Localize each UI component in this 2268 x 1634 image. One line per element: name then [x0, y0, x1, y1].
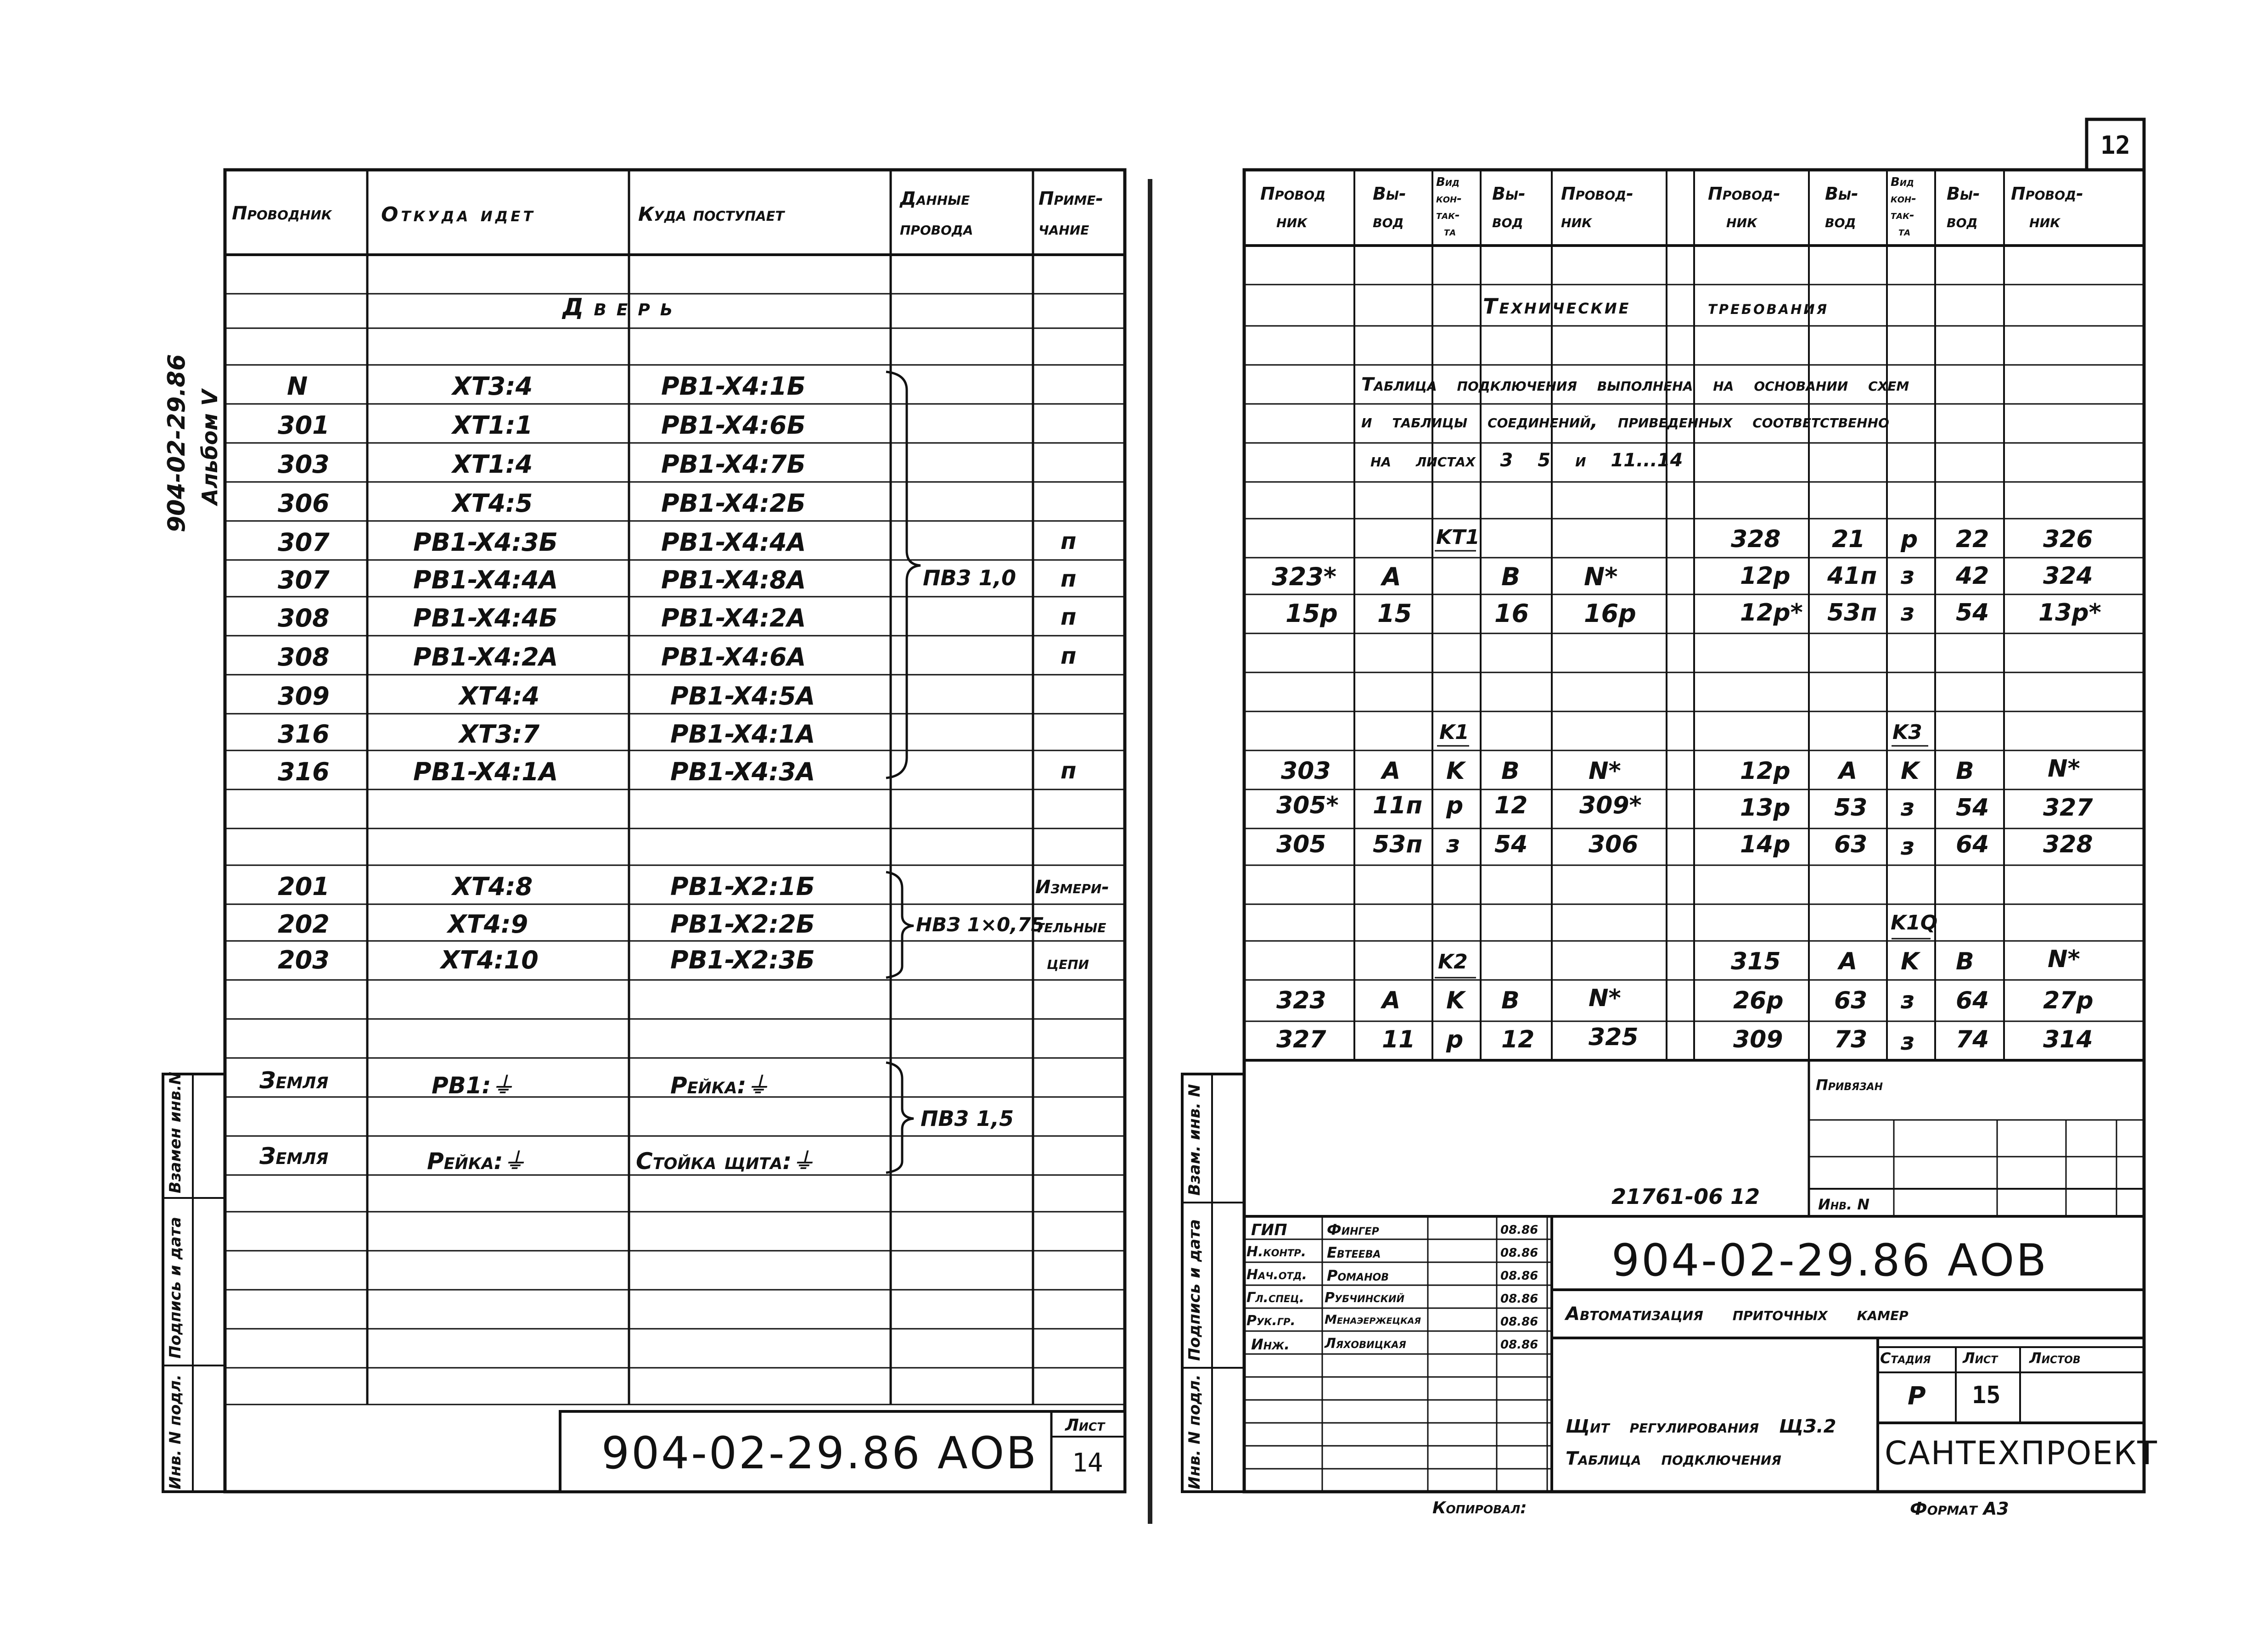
table-cell: 54 [1494, 831, 1528, 858]
table-row-cell: 308 [278, 643, 330, 672]
table-cell: 53 [1834, 794, 1868, 822]
block-label-k1q: K1Q [1891, 911, 1938, 935]
table-row-cell: 308 [278, 604, 330, 632]
left-sheet-label: Лист [1065, 1416, 1105, 1435]
header-from: Откуда идет [381, 203, 536, 226]
table-cell: р [1446, 792, 1464, 819]
table-row-cell: XT4:10 [441, 946, 539, 974]
table-row-cell: PB1-X4:6Б [661, 411, 806, 440]
table-row-cell: N [287, 372, 308, 401]
table-cell: 315 [1731, 948, 1781, 975]
table-cell: 15р [1286, 599, 1338, 628]
group2-note-3: цепи [1047, 952, 1089, 974]
left-footer-code: 904-02-29.86 АОВ [601, 1427, 1039, 1479]
table-cell: з [1901, 833, 1915, 861]
staff-role: Гл.спец. [1246, 1290, 1305, 1306]
header-conductor: Проводник [232, 203, 332, 224]
group2-note-1: Измери- [1035, 877, 1109, 898]
staff-name: Ляховицкая [1325, 1336, 1406, 1352]
header-contact-2b: кон- [1891, 192, 1916, 206]
tech-title: Технические [1483, 294, 1631, 319]
header-note-1: Приме- [1039, 188, 1104, 209]
table-cell: р [1446, 1026, 1464, 1053]
side-album: Альбом V [197, 389, 222, 505]
table-row-cell: XT4:8 [452, 872, 533, 901]
table-cell: 22 [1956, 526, 1989, 553]
table-row-cell: PB1-X2:3Б [670, 946, 815, 974]
header-note-2: чание [1039, 218, 1089, 239]
table-row-cell: PB1-X4:3Б [413, 528, 558, 557]
table-cell: 12р [1740, 757, 1791, 785]
stamp-label-inv: Инв. N подл. [166, 1374, 185, 1489]
table-cell: K [1901, 757, 1920, 785]
table-cell: 54 [1956, 599, 1989, 627]
header-out-2b: вод [1825, 211, 1856, 231]
table-cell: 326 [2043, 526, 2093, 553]
header-to: Куда поступает [638, 203, 785, 225]
staff-date: 08.86 [1500, 1246, 1538, 1260]
table-cell: 325 [1589, 1024, 1639, 1051]
tech-title-2: требования [1708, 296, 1829, 319]
table-cell: 74 [1956, 1026, 1989, 1053]
table-cell: 13р* [2038, 599, 2101, 627]
table-row-cell: 203 [278, 946, 330, 974]
sheet-value: 15 [1972, 1382, 2001, 1409]
block-label-k3: K3 [1892, 721, 1922, 744]
table-row-cell: п [1061, 565, 1077, 592]
table-cell: N* [2048, 755, 2080, 783]
table-cell: з [1901, 794, 1915, 822]
table-row-cell: PB1-X4:4A [413, 565, 558, 594]
table-cell: 63 [1834, 831, 1868, 858]
page-number: 12 [2100, 131, 2131, 160]
table-row-cell: PB1-X2:1Б [670, 872, 815, 901]
side-code: 904-02-29.86 [163, 354, 191, 532]
table-cell: 12 [1501, 1026, 1535, 1053]
header-conductor-1b: ник [1276, 211, 1308, 231]
header-contact-2a: Вид [1891, 175, 1914, 189]
table-cell: 21 [1832, 526, 1865, 553]
header-contact-2d: та [1898, 225, 1911, 239]
table-row-cell: Рейка:⏚ [427, 1148, 526, 1175]
table-cell: B [1956, 757, 1974, 785]
description-main: Автоматизация приточных камер [1566, 1304, 1909, 1325]
table-cell: 63 [1834, 987, 1868, 1014]
table-cell: A [1382, 757, 1401, 785]
block-label-k1: K1 [1439, 721, 1469, 744]
table-cell: 13р [1740, 794, 1791, 822]
table-cell: 323* [1272, 562, 1336, 591]
table-cell: B [1956, 948, 1974, 975]
header-conductor2-2a: Провод- [2011, 184, 2083, 204]
table-row-cell: Земля [259, 1143, 329, 1170]
table-cell: 12 [1494, 792, 1528, 819]
table-cell: 11 [1382, 1026, 1415, 1053]
table-row-cell: PB1-X4:5A [670, 682, 815, 711]
table-row-cell: PB1-X4:4A [661, 528, 806, 557]
table-row-cell: XT1:4 [452, 450, 533, 479]
header-out-1b: вод [1373, 211, 1404, 231]
description-sub-1: Щит регулирования ЩЗ.2 [1566, 1416, 1836, 1437]
table-row-cell: PB1-X4:2A [413, 643, 558, 672]
table-row-cell: PB1-X2:2Б [670, 910, 815, 939]
table-row-cell: 306 [278, 489, 330, 518]
table-cell: B [1501, 757, 1520, 785]
copied-label: Копировал: [1432, 1499, 1527, 1517]
table-cell: 324 [2043, 562, 2093, 590]
table-row-cell: п [1061, 757, 1077, 784]
table-row-cell: 307 [278, 565, 330, 594]
header-out2-1a: Вы- [1492, 184, 1526, 204]
table-row-cell: PB1-X4:2Б [661, 489, 806, 518]
table-cell: 53п [1827, 599, 1877, 627]
staff-date: 08.86 [1500, 1292, 1538, 1306]
header-out-1a: Вы- [1373, 184, 1406, 204]
left-sheet-number: 14 [1072, 1448, 1103, 1478]
header-contact-1a: Вид [1436, 175, 1460, 189]
table-cell: 309* [1579, 792, 1642, 819]
table-row-cell: Земля [259, 1067, 329, 1094]
table-row-cell: PB1-X4:6A [661, 643, 806, 672]
table-cell: 327 [2043, 794, 2093, 822]
privyazan-label: Привязан [1816, 1076, 1883, 1094]
stamp-label-inv-right: Инв. N подл. [1185, 1374, 1204, 1489]
stamp-label-signature-right: Подпись и дата [1185, 1219, 1204, 1361]
group3-wire: ПВ3 1,5 [921, 1106, 1014, 1131]
table-row-cell: XT4:9 [448, 910, 528, 939]
staff-name: Фингер [1327, 1221, 1379, 1238]
table-row-cell: 301 [278, 411, 330, 440]
table-row-cell: 202 [278, 910, 330, 939]
header-contact-2c: так- [1891, 208, 1914, 222]
table-cell: 53п [1373, 831, 1423, 858]
table-cell: 303 [1281, 757, 1331, 785]
table-cell: з [1901, 1028, 1915, 1056]
staff-role: Н.контр. [1246, 1244, 1307, 1260]
table-row-cell: PB1-X4:4Б [413, 604, 558, 632]
staff-date: 08.86 [1500, 1269, 1538, 1283]
staff-role: ГИП [1251, 1221, 1287, 1239]
table-row-cell: PB1-X4:1A [413, 757, 558, 786]
staff-date: 08.86 [1500, 1315, 1538, 1329]
table-cell: A [1839, 757, 1858, 785]
table-row-cell: п [1061, 604, 1077, 630]
tech-line-3: на листах 3 5 и 11...14 [1370, 450, 1683, 471]
table-cell: B [1501, 562, 1521, 591]
table-row-cell: PB1:⏚ [432, 1072, 514, 1099]
table-cell: 73 [1834, 1026, 1868, 1053]
group1-wire: ПВ3 1,0 [923, 565, 1016, 590]
table-cell: 328 [1731, 526, 1781, 553]
section-title: Дверь [562, 294, 683, 321]
table-cell: 323 [1276, 987, 1326, 1014]
header-out2-2a: Вы- [1947, 184, 1980, 204]
organization: САНТЕХПРОЕКТ [1885, 1434, 2158, 1472]
table-cell: 26р [1733, 987, 1784, 1014]
table-row-cell: PB1-X4:1A [670, 720, 815, 749]
staff-date: 08.86 [1500, 1338, 1538, 1352]
table-cell: 16р [1584, 599, 1636, 628]
table-cell: 309 [1733, 1026, 1783, 1053]
sheets-label: Листов [2029, 1349, 2081, 1367]
stamp-label-replaced: Взамен инв.N [166, 1072, 185, 1193]
table-row-cell: 316 [278, 720, 330, 749]
table-row-cell: 307 [278, 528, 330, 557]
block-label-k2: K2 [1438, 950, 1468, 974]
table-cell: 12р* [1740, 599, 1803, 627]
table-row-cell: XT3:4 [452, 372, 533, 401]
table-row-cell: п [1061, 643, 1077, 669]
stamp-label-signature: Подпись и дата [166, 1217, 185, 1359]
table-row-cell: PB1-X4:1Б [661, 372, 806, 401]
staff-name: Менаэержецкая [1325, 1313, 1421, 1327]
stage-value: Р [1908, 1382, 1926, 1410]
staff-role: Инж. [1251, 1336, 1290, 1353]
table-cell: з [1901, 599, 1915, 627]
block-label-kt1: KT1 [1436, 526, 1480, 549]
table-cell: 327 [1276, 1026, 1326, 1053]
table-cell: 16 [1494, 599, 1529, 628]
table-cell: 27р [2043, 987, 2094, 1014]
table-cell: N* [2048, 946, 2080, 973]
table-row-cell: 201 [278, 872, 330, 901]
table-cell: 305* [1276, 792, 1339, 819]
table-cell: з [1446, 831, 1460, 858]
table-cell: 54 [1956, 794, 1989, 822]
table-cell: 328 [2043, 831, 2093, 858]
description-sub-2: Таблица подключения [1566, 1448, 1781, 1469]
table-cell: A [1839, 948, 1858, 975]
sheet-label: Лист [1963, 1349, 1998, 1367]
header-wire-data-1: Данные [900, 188, 970, 209]
header-conductor-1a: Провод [1260, 184, 1326, 204]
inv-label: Инв. N [1818, 1196, 1870, 1213]
header-contact-1b: кон- [1436, 192, 1462, 206]
table-cell: 314 [2043, 1026, 2093, 1053]
table-row-cell: XT4:4 [459, 682, 540, 711]
stamp-label-replaced-right: Взам. инв. N [1185, 1084, 1204, 1196]
ref-number: 21761-06 12 [1611, 1184, 1760, 1209]
header-wire-data-2: провода [900, 218, 973, 239]
table-row-cell: Рейка:⏚ [670, 1072, 769, 1099]
table-cell: 14р [1740, 831, 1791, 858]
table-cell: N* [1589, 757, 1621, 785]
staff-date: 08.86 [1500, 1223, 1538, 1237]
tech-line-1: Таблица подключения выполнена на основании схем [1361, 374, 1909, 395]
table-cell: K [1901, 948, 1920, 975]
staff-name: Евтеева [1327, 1244, 1381, 1261]
table-cell: з [1901, 562, 1915, 590]
table-cell: N* [1589, 985, 1621, 1012]
header-out2-1b: вод [1492, 211, 1523, 231]
table-cell: 42 [1956, 562, 1989, 590]
header-conductor2-1a: Провод- [1561, 184, 1634, 204]
staff-name: Романов [1327, 1267, 1389, 1284]
table-cell: K [1446, 987, 1465, 1014]
table-cell: з [1901, 987, 1915, 1014]
header-contact-1c: так- [1436, 208, 1460, 222]
table-cell: 11п [1373, 792, 1423, 819]
table-cell: 15 [1377, 599, 1412, 628]
table-cell: A [1382, 562, 1401, 591]
header-conductor2-2b: ник [2029, 211, 2060, 231]
table-cell: 64 [1956, 831, 1989, 858]
table-row-cell: PB1-X4:7Б [661, 450, 806, 479]
table-row-cell: XT4:5 [452, 489, 533, 518]
group2-note-2: тельные [1035, 916, 1106, 937]
table-row-cell: XT3:7 [459, 720, 540, 749]
title-code: 904-02-29.86 АОВ [1611, 1235, 2049, 1286]
table-row-cell: п [1061, 528, 1077, 554]
format-label: Формат А3 [1910, 1499, 2009, 1519]
header-conductor2-1b: ник [1561, 211, 1592, 231]
staff-name: Рубчинский [1325, 1290, 1405, 1306]
table-cell: р [1901, 526, 1918, 553]
header-conductor-2b: ник [1726, 211, 1757, 231]
table-cell: K [1446, 757, 1465, 785]
table-cell: B [1501, 987, 1520, 1014]
staff-role: Нач.отд. [1246, 1267, 1308, 1283]
header-conductor-2a: Провод- [1708, 184, 1780, 204]
group2-wire: НВЗ 1×0,75 [916, 913, 1044, 936]
table-row-cell: 316 [278, 757, 330, 786]
stage-label: Стадия [1880, 1349, 1931, 1367]
table-row-cell: 303 [278, 450, 330, 479]
table-row-cell: XT1:1 [452, 411, 533, 440]
table-cell: N* [1584, 562, 1618, 591]
table-cell: 41п [1827, 562, 1877, 590]
table-cell: 64 [1956, 987, 1989, 1014]
header-out-2a: Вы- [1825, 184, 1858, 204]
header-contact-1d: та [1444, 225, 1456, 239]
table-cell: 305 [1276, 831, 1326, 858]
header-out2-2b: вод [1947, 211, 1978, 231]
table-cell: 306 [1589, 831, 1639, 858]
table-row-cell: PB1-X4:8A [661, 565, 806, 594]
tech-line-2: и таблицы соединений, приведенных соответственно [1361, 411, 1889, 432]
table-cell: 12р [1740, 562, 1791, 590]
table-row-cell: Стойка щита:⏚ [636, 1148, 815, 1175]
table-row-cell: 309 [278, 682, 330, 711]
table-row-cell: PB1-X4:2A [661, 604, 806, 632]
staff-role: Рук.гр. [1246, 1313, 1296, 1329]
table-cell: A [1382, 987, 1401, 1014]
table-row-cell: PB1-X4:3A [670, 757, 815, 786]
